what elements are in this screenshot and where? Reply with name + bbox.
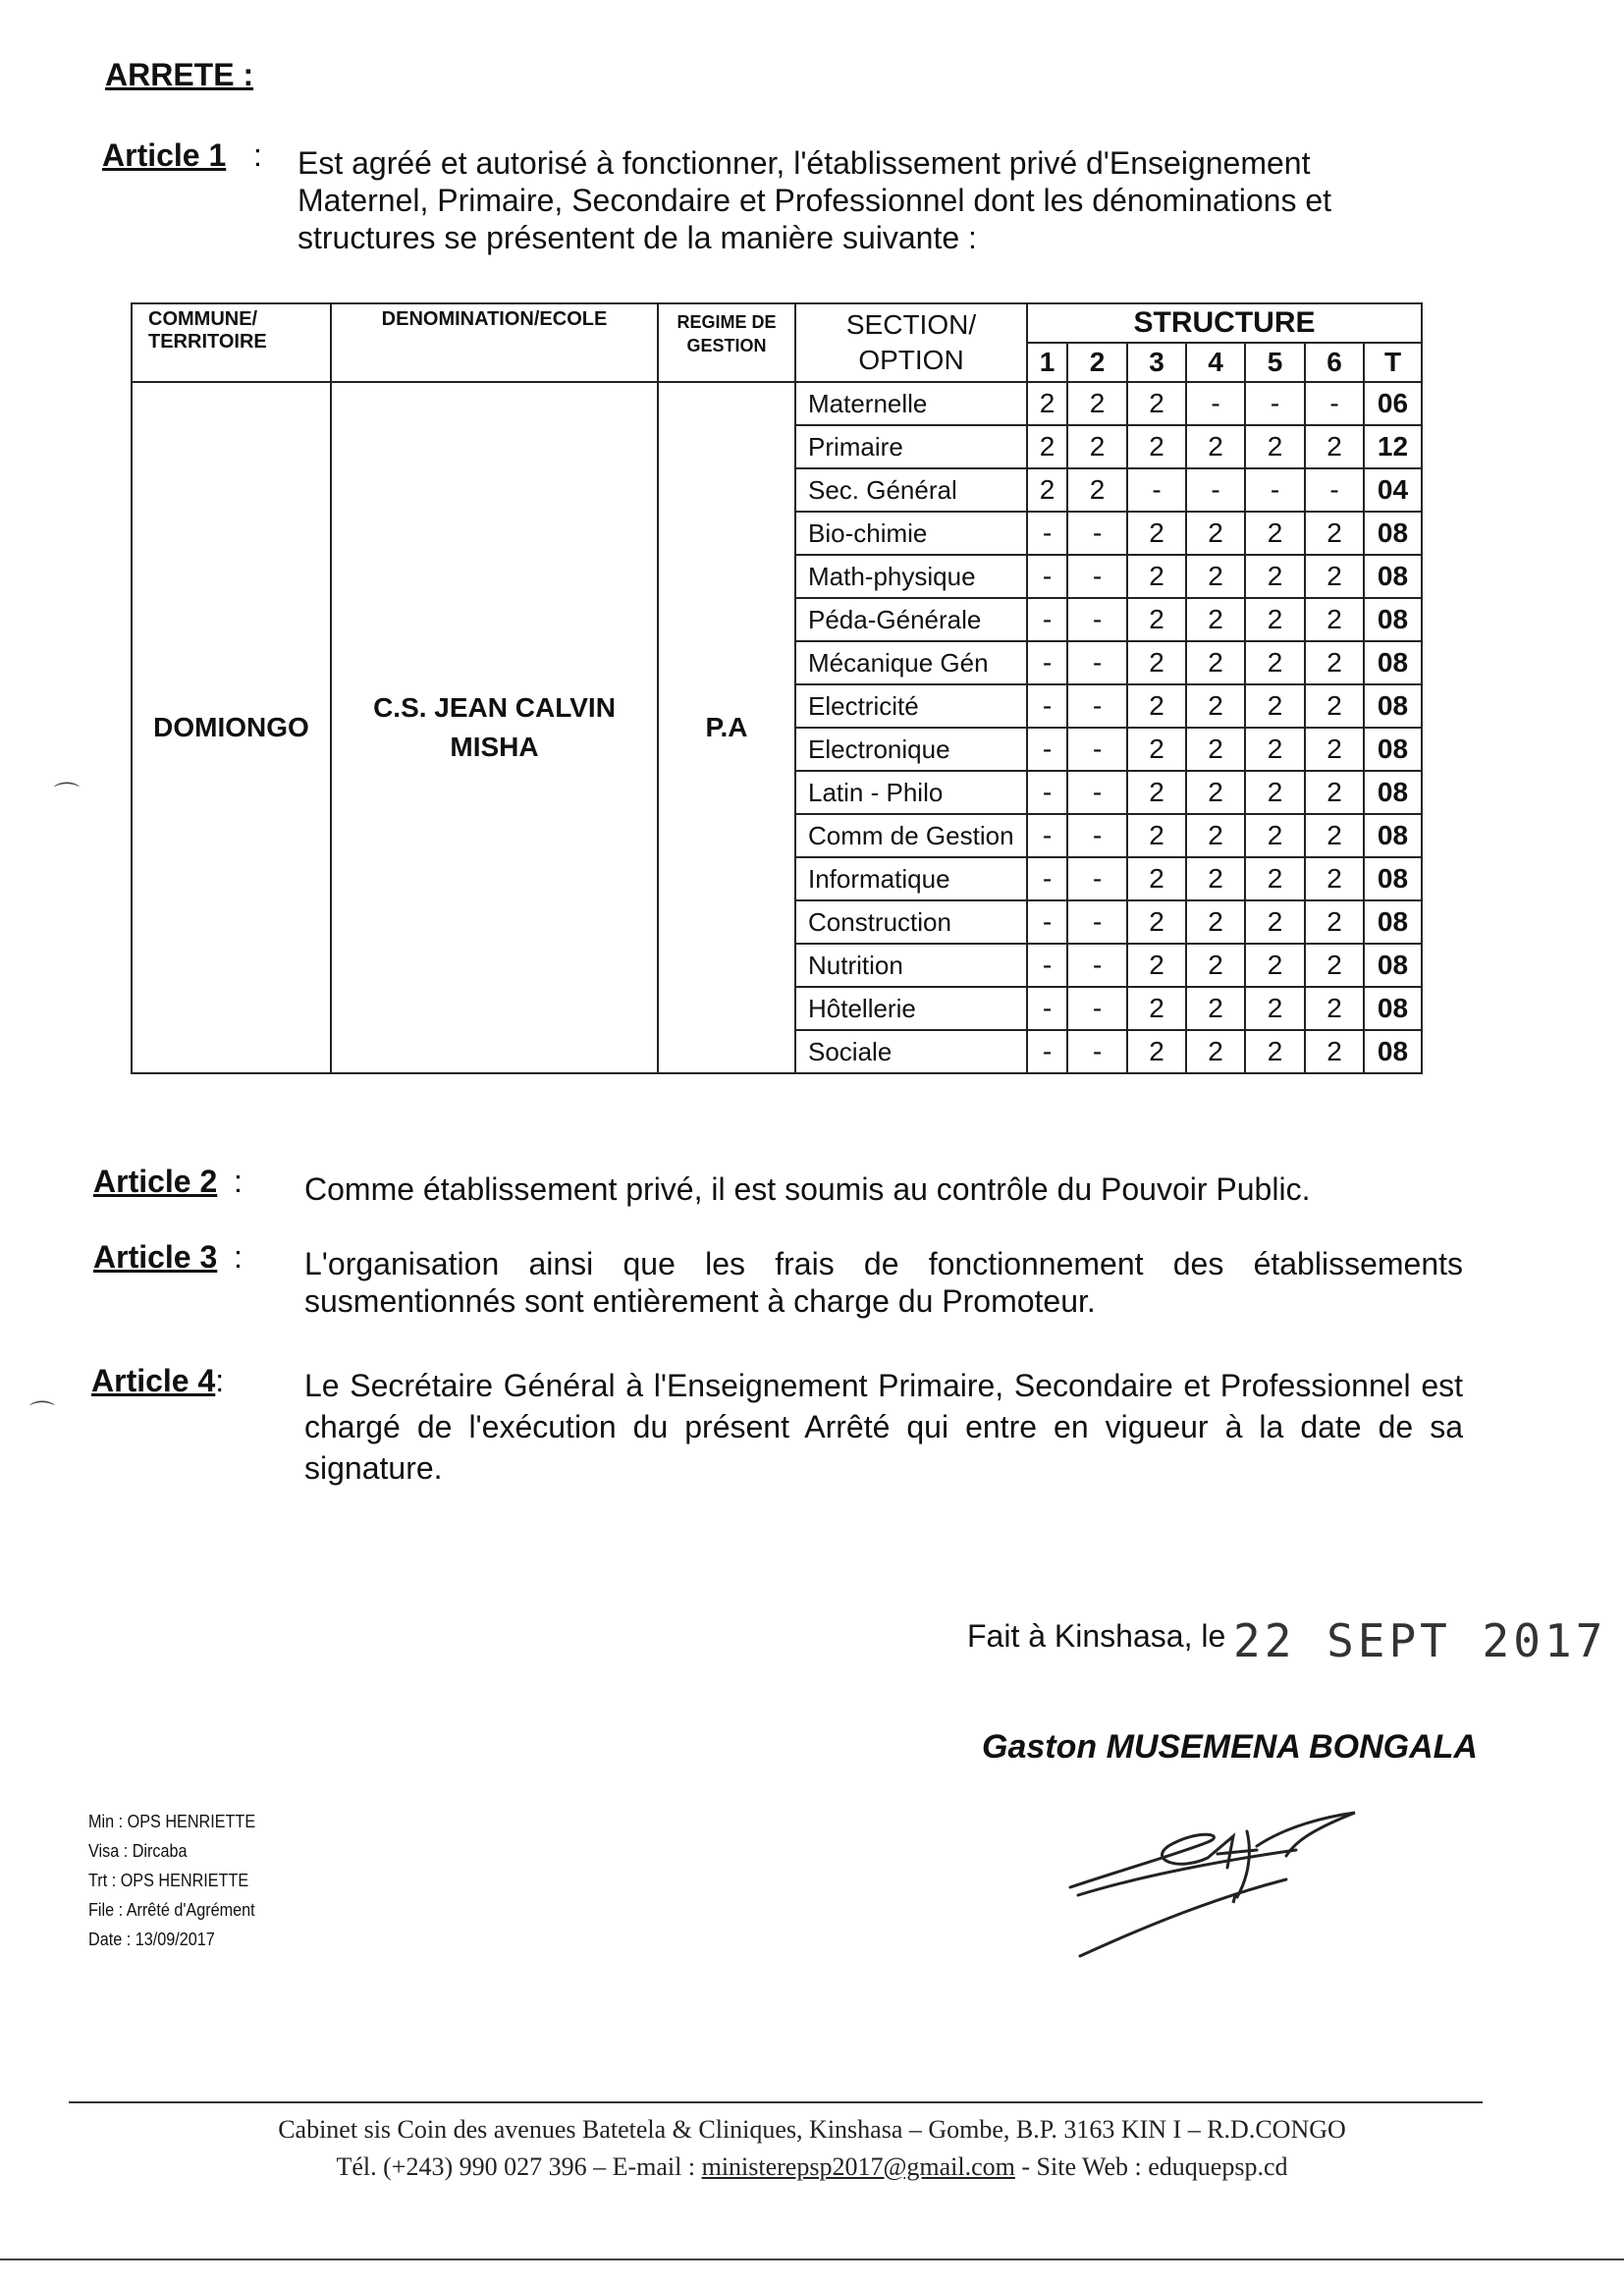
header-regime: REGIME DE GESTION <box>658 303 795 382</box>
total-cell: 08 <box>1364 728 1422 771</box>
header-section: SECTION/ OPTION <box>795 303 1027 382</box>
meta-file: File : Arrêté d'Agrément <box>88 1900 255 1920</box>
footer-address: Cabinet sis Coin des avenues Batetela & Cliniques, Kinshasa – Gombe, B.P. 3163 KIN I – R.D.CONGO <box>278 2115 1346 2144</box>
level-1-cell: - <box>1027 900 1067 944</box>
regime-cell: P.A <box>658 382 795 1073</box>
article-2-text: Comme établissement privé, il est soumis au contrôle du Pouvoir Public. <box>304 1171 1311 1207</box>
level-2-cell: - <box>1067 987 1127 1030</box>
article-4-text: Le Secrétaire Général à l'Enseignement Primaire, Secondaire et Professionnel est chargé de l'exécution du présent Arrêté qui entre en vigueur à la date de sa signature. <box>304 1368 1463 1486</box>
level-5-cell: 2 <box>1245 814 1305 857</box>
level-1-cell: - <box>1027 857 1067 900</box>
level-4-cell: 2 <box>1186 555 1245 598</box>
total-cell: 08 <box>1364 598 1422 641</box>
total-cell: 08 <box>1364 814 1422 857</box>
article-3-label: Article 3 <box>93 1239 218 1275</box>
article-2-label: Article 2 <box>93 1164 218 1199</box>
level-4-cell: 2 <box>1186 814 1245 857</box>
level-5-cell: - <box>1245 468 1305 512</box>
total-cell: 08 <box>1364 1030 1422 1073</box>
level-6-cell: 2 <box>1305 425 1364 468</box>
meta-trt: Trt : OPS HENRIETTE <box>88 1871 249 1890</box>
header-level-6: 6 <box>1305 343 1364 382</box>
level-2-cell: - <box>1067 857 1127 900</box>
handwritten-signature <box>1060 1777 1414 1974</box>
article-4-heading <box>91 1363 224 1399</box>
level-5-cell: 2 <box>1245 900 1305 944</box>
level-5-cell: 2 <box>1245 857 1305 900</box>
total-cell: 08 <box>1364 684 1422 728</box>
footer-email-link[interactable]: ministerepsp2017@gmail.com <box>701 2152 1015 2181</box>
level-5-cell: 2 <box>1245 684 1305 728</box>
section-cell: Comm de Gestion <box>795 814 1027 857</box>
header-denomination: DENOMINATION/ECOLE <box>331 303 658 382</box>
level-1-cell: - <box>1027 684 1067 728</box>
total-cell: 04 <box>1364 468 1422 512</box>
level-6-cell: 2 <box>1305 814 1364 857</box>
header-level-2: 2 <box>1067 343 1127 382</box>
commune-cell: DOMIONGO <box>132 382 331 1073</box>
level-3-cell: 2 <box>1127 987 1186 1030</box>
bottom-rule <box>0 2258 1624 2260</box>
level-6-cell: 2 <box>1305 512 1364 555</box>
level-5-cell: 2 <box>1245 1030 1305 1073</box>
header-level-total: T <box>1364 343 1422 382</box>
level-2-cell: - <box>1067 555 1127 598</box>
signature-place: Fait à Kinshasa, le <box>967 1618 1226 1654</box>
level-3-cell: 2 <box>1127 425 1186 468</box>
meta-visa: Visa : Dircaba <box>88 1841 188 1861</box>
level-5-cell: 2 <box>1245 728 1305 771</box>
level-3-cell: 2 <box>1127 684 1186 728</box>
article-4-colon: : <box>215 1363 225 1398</box>
section-cell: Math-physique <box>795 555 1027 598</box>
level-3-cell: 2 <box>1127 771 1186 814</box>
total-cell: 06 <box>1364 382 1422 425</box>
structure-table <box>131 302 1423 1074</box>
level-3-cell: 2 <box>1127 900 1186 944</box>
level-5-cell: 2 <box>1245 512 1305 555</box>
header-commune: COMMUNE/ TERRITOIRE <box>132 303 331 382</box>
level-4-cell: - <box>1186 382 1245 425</box>
level-1-cell: 2 <box>1027 425 1067 468</box>
level-3-cell: 2 <box>1127 512 1186 555</box>
footer <box>0 2111 1624 2186</box>
article-1-text: Est agréé et autorisé à fonctionner, l'établissement privé d'Enseignement Maternel, Primaire, Secondaire et Professionnel dont les dénominations et structures se présentent de la manière suivante : <box>298 145 1332 255</box>
level-4-cell: 2 <box>1186 857 1245 900</box>
article-3-colon: : <box>234 1239 243 1275</box>
level-2-cell: - <box>1067 728 1127 771</box>
level-4-cell: 2 <box>1186 771 1245 814</box>
meta-date: Date : 13/09/2017 <box>88 1930 215 1949</box>
level-4-cell: 2 <box>1186 944 1245 987</box>
meta-min: Min : OPS HENRIETTE <box>88 1812 256 1831</box>
level-1-cell: - <box>1027 771 1067 814</box>
section-cell: Latin - Philo <box>795 771 1027 814</box>
level-6-cell: 2 <box>1305 944 1364 987</box>
header-level-3: 3 <box>1127 343 1186 382</box>
level-5-cell: 2 <box>1245 641 1305 684</box>
level-6-cell: - <box>1305 382 1364 425</box>
level-1-cell: - <box>1027 944 1067 987</box>
footer-rule <box>69 2101 1483 2103</box>
total-cell: 08 <box>1364 641 1422 684</box>
document-meta <box>88 1807 255 1954</box>
section-cell: Informatique <box>795 857 1027 900</box>
level-1-cell: - <box>1027 555 1067 598</box>
header-structure: STRUCTURE <box>1027 303 1422 343</box>
level-6-cell: 2 <box>1305 641 1364 684</box>
level-3-cell: 2 <box>1127 814 1186 857</box>
article-1-label: Article 1 <box>102 137 227 173</box>
level-3-cell: 2 <box>1127 857 1186 900</box>
margin-mark: ⌒ <box>29 1399 56 1429</box>
level-2-cell: - <box>1067 598 1127 641</box>
level-1-cell: - <box>1027 728 1067 771</box>
article-4-label: Article 4 <box>91 1363 216 1398</box>
section-cell: Electronique <box>795 728 1027 771</box>
level-6-cell: 2 <box>1305 987 1364 1030</box>
header-level-5: 5 <box>1245 343 1305 382</box>
level-5-cell: 2 <box>1245 944 1305 987</box>
level-3-cell: 2 <box>1127 598 1186 641</box>
level-4-cell: 2 <box>1186 425 1245 468</box>
level-6-cell: 2 <box>1305 1030 1364 1073</box>
level-4-cell: 2 <box>1186 987 1245 1030</box>
level-6-cell: 2 <box>1305 771 1364 814</box>
section-cell: Sociale <box>795 1030 1027 1073</box>
level-5-cell: 2 <box>1245 987 1305 1030</box>
level-1-cell: - <box>1027 598 1067 641</box>
section-cell: Maternelle <box>795 382 1027 425</box>
level-1-cell: - <box>1027 1030 1067 1073</box>
footer-web: - Site Web : eduquepsp.cd <box>1014 2152 1288 2181</box>
total-cell: 08 <box>1364 900 1422 944</box>
level-3-cell: 2 <box>1127 728 1186 771</box>
level-5-cell: 2 <box>1245 425 1305 468</box>
section-cell: Nutrition <box>795 944 1027 987</box>
section-cell: Sec. Général <box>795 468 1027 512</box>
level-4-cell: 2 <box>1186 728 1245 771</box>
total-cell: 08 <box>1364 512 1422 555</box>
level-2-cell: - <box>1067 944 1127 987</box>
level-3-cell: 2 <box>1127 555 1186 598</box>
level-3-cell: 2 <box>1127 382 1186 425</box>
level-1-cell: - <box>1027 512 1067 555</box>
level-5-cell: 2 <box>1245 555 1305 598</box>
footer-contact <box>0 2149 1624 2186</box>
level-6-cell: 2 <box>1305 684 1364 728</box>
section-cell: Electricité <box>795 684 1027 728</box>
margin-mark: ⌒ <box>54 781 81 810</box>
level-4-cell: 2 <box>1186 1030 1245 1073</box>
level-4-cell: 2 <box>1186 512 1245 555</box>
level-2-cell: 2 <box>1067 468 1127 512</box>
level-2-cell: - <box>1067 684 1127 728</box>
level-1-cell: - <box>1027 814 1067 857</box>
section-cell: Mécanique Gén <box>795 641 1027 684</box>
level-6-cell: 2 <box>1305 857 1364 900</box>
level-2-cell: - <box>1067 900 1127 944</box>
level-4-cell: 2 <box>1186 900 1245 944</box>
section-cell: Hôtellerie <box>795 987 1027 1030</box>
level-1-cell: 2 <box>1027 468 1067 512</box>
level-5-cell: 2 <box>1245 598 1305 641</box>
total-cell: 08 <box>1364 857 1422 900</box>
table-row <box>132 382 1422 425</box>
level-6-cell: 2 <box>1305 555 1364 598</box>
level-2-cell: 2 <box>1067 382 1127 425</box>
article-2-colon: : <box>234 1164 243 1199</box>
section-cell: Péda-Générale <box>795 598 1027 641</box>
level-1-cell: - <box>1027 641 1067 684</box>
level-2-cell: 2 <box>1067 425 1127 468</box>
section-cell: Construction <box>795 900 1027 944</box>
total-cell: 08 <box>1364 771 1422 814</box>
level-2-cell: - <box>1067 641 1127 684</box>
level-6-cell: 2 <box>1305 598 1364 641</box>
document-title: ARRETE : <box>105 57 254 92</box>
total-cell: 08 <box>1364 944 1422 987</box>
level-4-cell: 2 <box>1186 641 1245 684</box>
level-5-cell: 2 <box>1245 771 1305 814</box>
level-2-cell: - <box>1067 1030 1127 1073</box>
level-1-cell: - <box>1027 987 1067 1030</box>
level-3-cell: 2 <box>1127 1030 1186 1073</box>
level-3-cell: 2 <box>1127 641 1186 684</box>
level-2-cell: - <box>1067 512 1127 555</box>
total-cell: 08 <box>1364 555 1422 598</box>
level-4-cell: - <box>1186 468 1245 512</box>
header-level-4: 4 <box>1186 343 1245 382</box>
level-1-cell: 2 <box>1027 382 1067 425</box>
footer-tel: Tél. (+243) 990 027 396 – E-mail : <box>336 2152 702 2181</box>
header-level-1: 1 <box>1027 343 1067 382</box>
level-3-cell: - <box>1127 468 1186 512</box>
ecole-cell: C.S. JEAN CALVIN MISHA <box>331 382 658 1073</box>
level-5-cell: - <box>1245 382 1305 425</box>
total-cell: 08 <box>1364 987 1422 1030</box>
level-4-cell: 2 <box>1186 598 1245 641</box>
level-3-cell: 2 <box>1127 944 1186 987</box>
article-3-text: L'organisation ainsi que les frais de fonctionnement des établissements susmentionnés sont entièrement à charge du Promoteur. <box>304 1246 1463 1319</box>
level-4-cell: 2 <box>1186 684 1245 728</box>
level-6-cell: - <box>1305 468 1364 512</box>
level-6-cell: 2 <box>1305 728 1364 771</box>
section-cell: Primaire <box>795 425 1027 468</box>
total-cell: 12 <box>1364 425 1422 468</box>
signer-name: Gaston MUSEMENA BONGALA <box>982 1728 1478 1766</box>
level-6-cell: 2 <box>1305 900 1364 944</box>
date-stamp: 22 SEPT 2017 <box>1233 1614 1607 1667</box>
level-2-cell: - <box>1067 814 1127 857</box>
level-2-cell: - <box>1067 771 1127 814</box>
section-cell: Bio-chimie <box>795 512 1027 555</box>
article-1-colon: : <box>253 137 262 173</box>
